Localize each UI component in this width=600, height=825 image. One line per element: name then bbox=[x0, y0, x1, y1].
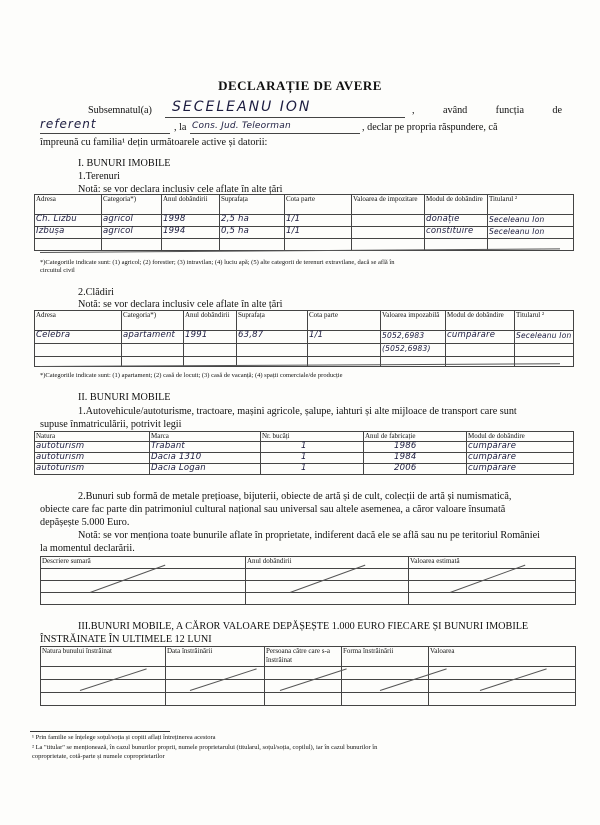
table-cell bbox=[220, 239, 285, 251]
family-text: împreună cu familia¹ dețin următoarele active și datorii: bbox=[40, 137, 268, 148]
table-cell bbox=[265, 693, 342, 706]
table-cell bbox=[102, 239, 162, 251]
footnote-separator bbox=[30, 731, 170, 732]
table-header: Anul dobândirii bbox=[246, 557, 409, 569]
table-cell bbox=[429, 680, 576, 693]
table-cell: 1 bbox=[261, 453, 364, 464]
table-cell: agricol bbox=[102, 215, 162, 227]
table-cell bbox=[515, 344, 574, 357]
table-cell: Dacia 1310 bbox=[150, 453, 261, 464]
table-cell: 1994 bbox=[162, 227, 220, 239]
table-header: Nr. bucăți bbox=[261, 432, 364, 442]
terenuri-table bbox=[34, 194, 574, 251]
table-cell bbox=[285, 239, 352, 251]
table-header: Natura bbox=[35, 432, 150, 442]
footnote-2-line-2: coproprietate, cotă-parte și numele coproprietarilor bbox=[32, 753, 165, 760]
table-cell: (5052,6983) bbox=[381, 344, 446, 357]
table-header: Valoarea impozabilă bbox=[381, 311, 446, 331]
table-row bbox=[41, 593, 576, 605]
table-cell bbox=[515, 357, 574, 367]
cladiri-footnote: *)Categoriile indicate sunt: (1) apartament; (2) casă de locuit; (3) casă de vacanță; (4) spații comerciale/de producție bbox=[40, 372, 343, 379]
table-cell: 0,5 ha bbox=[220, 227, 285, 239]
bunuri-note-2: la momentul declarării. bbox=[40, 543, 135, 554]
section-2-heading: II. BUNURI MOBILE bbox=[78, 392, 171, 403]
table-cell bbox=[246, 593, 409, 605]
table-cell bbox=[237, 344, 308, 357]
table-header: Modul de dobândire bbox=[446, 311, 515, 331]
table-row bbox=[41, 581, 576, 593]
bunuri-text-1: 2.Bunuri sub formă de metale prețioase, bijuterii, obiecte de artă și de cult, colecții de artă și numismatică, bbox=[78, 491, 512, 502]
table-cell: 1986 bbox=[364, 442, 467, 453]
table-header: Categoria*) bbox=[102, 195, 162, 215]
instrainate-header-row bbox=[41, 647, 576, 667]
table-header: Descriere sumară bbox=[41, 557, 246, 569]
bunuri-text-3: depășește 5.000 Euro. bbox=[40, 517, 130, 528]
table-header: Modul de dobândire bbox=[425, 195, 488, 215]
table-header: Natura bunului înstrăinat bbox=[41, 647, 166, 667]
table-cell bbox=[41, 569, 246, 581]
cladiri-table bbox=[34, 310, 574, 367]
table-row bbox=[35, 464, 574, 475]
table-cell bbox=[409, 593, 576, 605]
terenuri-header-row bbox=[35, 195, 574, 215]
table-cell: 1984 bbox=[364, 453, 467, 464]
table-cell: cumpărare bbox=[467, 464, 574, 475]
table-row bbox=[35, 227, 574, 239]
table-row bbox=[35, 215, 574, 227]
table-header: Cota parte bbox=[308, 311, 381, 331]
table-header: Anul dobândirii bbox=[184, 311, 237, 331]
declarant-name: SECELEANU ION bbox=[172, 99, 312, 115]
table-header: Anul dobândirii bbox=[162, 195, 220, 215]
table-header: Marca bbox=[150, 432, 261, 442]
table-header: Valoarea estimată bbox=[409, 557, 576, 569]
auto-text-1: 1.Autovehicule/autoturisme, tractoare, mașini agricole, șalupe, iahturi și alte mijloace de transport care sunt bbox=[78, 406, 517, 417]
bunuri-note-1: Notă: se vor menționa toate bunurile aflate în proprietate, indiferent dacă ele se află sau nu pe teritoriul României bbox=[78, 530, 540, 541]
table-header: Valoarea de impozitare bbox=[352, 195, 425, 215]
table-cell bbox=[41, 593, 246, 605]
table-cell: 1/1 bbox=[308, 331, 381, 344]
section-3-heading-1: III.BUNURI MOBILE, A CĂROR VALOARE DEPĂȘEȘTE 1.000 EURO FIECARE ȘI BUNURI IMOBILE bbox=[78, 621, 529, 632]
table-cell: autoturism bbox=[35, 442, 150, 453]
name-underline bbox=[165, 117, 405, 118]
table-cell: 1998 bbox=[162, 215, 220, 227]
table-header: Valoarea bbox=[429, 647, 576, 667]
table-cell bbox=[122, 344, 184, 357]
terenuri-footnote-1: *)Categoriile indicate sunt: (1) agricol; (2) forestier; (3) intravilan; (4) luciu apă; (5) alte categorii de terenuri extravilane, dacă se află în bbox=[40, 259, 395, 266]
institution-value: Cons. Jud. Teleorman bbox=[192, 121, 291, 131]
table-header: Modul de dobândire bbox=[467, 432, 574, 442]
subsemnatul-label: Subsemnatul(a) bbox=[88, 105, 152, 116]
page-title: DECLARAȚIE DE AVERE bbox=[218, 78, 382, 93]
table-cell: Seceleanu Ion bbox=[488, 227, 574, 239]
table-cell bbox=[446, 357, 515, 367]
table-row bbox=[35, 442, 574, 453]
table-cell: Trabant bbox=[150, 442, 261, 453]
table-cell: autoturism bbox=[35, 453, 150, 464]
table-cell: donație bbox=[425, 215, 488, 227]
table-header: Adresa bbox=[35, 311, 122, 331]
table-cell: cumpărare bbox=[446, 331, 515, 344]
la-label: , la bbox=[174, 122, 187, 133]
table-cell: 63,87 bbox=[237, 331, 308, 344]
cladiri-note: Notă: se vor declara inclusiv cele aflate în alte țări bbox=[78, 299, 283, 310]
function-value: referent bbox=[40, 117, 97, 131]
table-header: Forma înstrăinării bbox=[342, 647, 429, 667]
table-cell: Celebra bbox=[35, 331, 122, 344]
table-cell: 1 bbox=[261, 464, 364, 475]
table-header: Suprafața bbox=[237, 311, 308, 331]
table-cell bbox=[166, 693, 265, 706]
auto-header-row bbox=[35, 432, 574, 442]
table-header: Cota parte bbox=[285, 195, 352, 215]
table-header: Categoria*) bbox=[122, 311, 184, 331]
table-header: Persoana către care s-a înstrăinat bbox=[265, 647, 342, 667]
table-cell: apartament bbox=[122, 331, 184, 344]
table-cell: Ch. Lizbu bbox=[35, 215, 102, 227]
table-cell: Seceleanu Ion bbox=[488, 215, 574, 227]
table-cell bbox=[352, 215, 425, 227]
table-row bbox=[35, 453, 574, 464]
bunuri-text-2: obiecte care fac parte din patrimoniul cultural național sau universal sau altele asemenea, a căror valoare însumată bbox=[40, 504, 506, 515]
terenuri-note: Notă: se vor declara inclusiv cele aflate în alte țări bbox=[78, 184, 283, 195]
table-header: Suprafața bbox=[220, 195, 285, 215]
terenuri-heading: 1.Terenuri bbox=[78, 171, 120, 182]
table-cell: constituire bbox=[425, 227, 488, 239]
auto-text-2: supuse înmatriculării, potrivit legii bbox=[40, 419, 182, 430]
footnote-1: ¹ Prin familie se înțelege soțul/soția și copiii aflați întreținerea acestora bbox=[32, 734, 216, 741]
table-cell bbox=[342, 680, 429, 693]
table-cell bbox=[429, 693, 576, 706]
table-cell bbox=[246, 581, 409, 593]
table-cell: 1/1 bbox=[285, 227, 352, 239]
institution-underline bbox=[190, 133, 360, 134]
table-cell: 1/1 bbox=[285, 215, 352, 227]
table-cell bbox=[162, 239, 220, 251]
table-header: Adresa bbox=[35, 195, 102, 215]
table-cell bbox=[308, 344, 381, 357]
table-header: Titularul ² bbox=[515, 311, 574, 331]
table-cell bbox=[446, 344, 515, 357]
table-cell bbox=[41, 693, 166, 706]
function-underline bbox=[40, 133, 170, 134]
table-cell: Izbușa bbox=[35, 227, 102, 239]
section-1-heading: I. BUNURI IMOBILE bbox=[78, 158, 171, 169]
table-cell: Dacia Logan bbox=[150, 464, 261, 475]
table-cell bbox=[429, 667, 576, 680]
table-row bbox=[35, 331, 574, 344]
table-row bbox=[35, 344, 574, 357]
table-cell: 2,5 ha bbox=[220, 215, 285, 227]
table-cell: autoturism bbox=[35, 464, 150, 475]
table-cell: 1 bbox=[261, 442, 364, 453]
function-label: , având funcția de bbox=[412, 105, 562, 116]
table-cell bbox=[35, 344, 122, 357]
table-cell: agricol bbox=[102, 227, 162, 239]
table-cell bbox=[184, 344, 237, 357]
table-cell: 5052,6983 bbox=[381, 331, 446, 344]
table-cell bbox=[352, 227, 425, 239]
table-cell: 1991 bbox=[184, 331, 237, 344]
table-cell bbox=[41, 581, 246, 593]
declar-text: , declar pe propria răspundere, că bbox=[362, 122, 498, 133]
autovehicule-table bbox=[34, 431, 574, 475]
table-header: Titularul ² bbox=[488, 195, 574, 215]
bunuri-header-row bbox=[41, 557, 576, 569]
table-cell bbox=[409, 569, 576, 581]
table-cell: Seceleanu Ion bbox=[515, 331, 574, 344]
table-cell bbox=[409, 581, 576, 593]
table-cell: cumpărare bbox=[467, 453, 574, 464]
cladiri-heading: 2.Clădiri bbox=[78, 287, 114, 298]
table-cell bbox=[166, 667, 265, 680]
terenuri-footnote-2: circuitul civil bbox=[40, 267, 75, 274]
table-cell bbox=[35, 239, 102, 251]
cladiri-header-row bbox=[35, 311, 574, 331]
table-header: Data înstrăinării bbox=[166, 647, 265, 667]
table-cell: cumpărare bbox=[467, 442, 574, 453]
table-row bbox=[41, 693, 576, 706]
table-header: Anul de fabricație bbox=[364, 432, 467, 442]
section-3-heading-2: ÎNSTRĂINATE ÎN ULTIMELE 12 LUNI bbox=[40, 634, 212, 645]
table-cell: 2006 bbox=[364, 464, 467, 475]
table-cell bbox=[342, 693, 429, 706]
footnote-2-line-1: ² La "titular" se menționează, în cazul bunurilor proprii, numele proprietarului (titularul, soțul/soția, copilul), iar în cazul bunurilor în bbox=[32, 744, 378, 751]
